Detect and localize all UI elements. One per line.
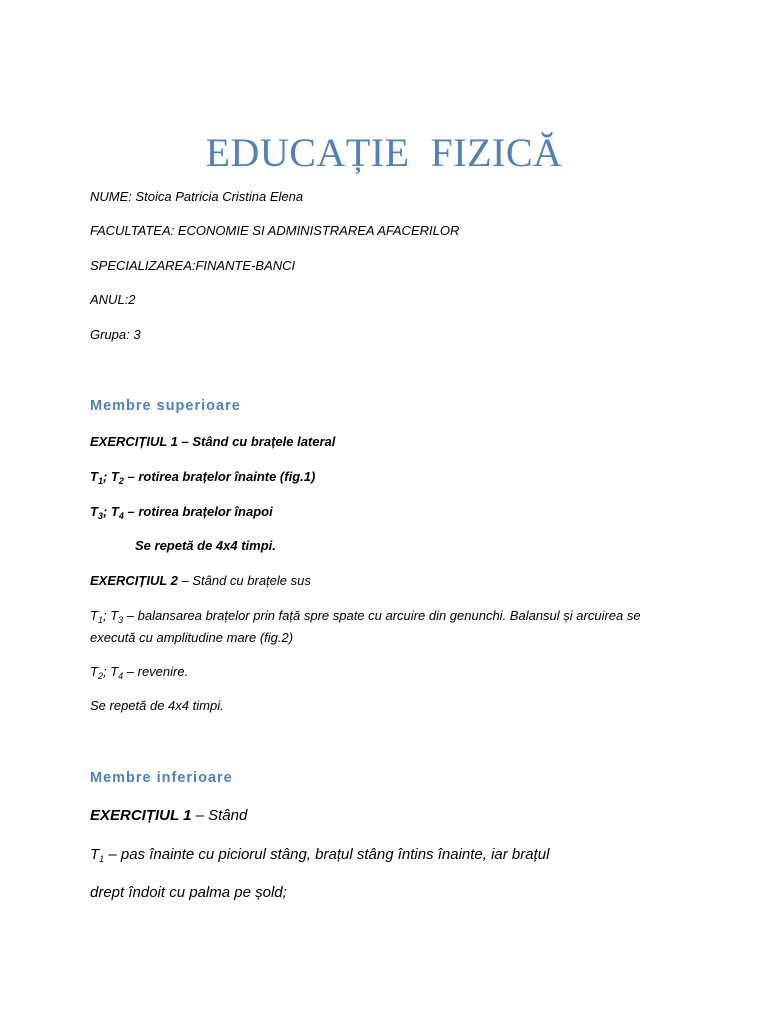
upper-line-t3-t4 bbox=[90, 503, 273, 521]
exercise-description: – Stând cu brațele sus bbox=[177, 573, 311, 588]
time-label: $T_1$; $T_2$ bbox=[90, 469, 124, 486]
exercise-description: – Stând cu brațele lateral bbox=[177, 434, 336, 449]
info-anul: ANUL:2 bbox=[90, 292, 136, 307]
exercise-label: EXERCIȚIUL 1 bbox=[90, 807, 192, 824]
time-label: $T_1$ bbox=[90, 846, 105, 864]
time-label: $T_1$; $T_3$ bbox=[90, 608, 124, 625]
upper-line-t2-t4 bbox=[90, 663, 188, 681]
document-title: EDUCAȚIE FIZICĂ bbox=[205, 130, 563, 175]
lower-exercise-1 bbox=[90, 806, 247, 826]
exercise-label: EXERCIȚIUL 2 bbox=[90, 573, 178, 588]
info-nume: NUME: Stoica Patricia Cristina Elena bbox=[90, 189, 304, 204]
upper-line-t1-t2 bbox=[90, 468, 315, 486]
exercise-description: – Stând bbox=[191, 807, 248, 824]
upper-exercise-2 bbox=[90, 572, 311, 590]
lower-line-t1-continued: drept îndoit cu palma pe șold; bbox=[90, 884, 287, 901]
time-label: $T_2$; $T_4$ bbox=[90, 664, 124, 681]
info-grupa: Grupa: 3 bbox=[90, 327, 141, 342]
upper-line-t1-t3 bbox=[90, 607, 641, 625]
info-specializarea: SPECIALIZAREA:FINANTE-BANCI bbox=[90, 258, 296, 273]
line-description: – revenire. bbox=[123, 664, 189, 679]
line-description: – rotirea brațelor înainte (fig.1) bbox=[123, 469, 316, 484]
section-heading-membre-superioare: Membre superioare bbox=[90, 398, 241, 414]
upper-line-t1-t3-continued: execută cu amplitudine mare (fig.2) bbox=[90, 630, 294, 645]
line-description: – rotirea brațelor înapoi bbox=[123, 504, 273, 519]
section-heading-membre-inferioare: Membre inferioare bbox=[90, 770, 233, 786]
upper-repeat-2: Se repetă de 4x4 timpi. bbox=[90, 698, 224, 713]
line-description: – balansarea brațelor prin față spre spate cu arcuire din genunchi. Balansul și arcuirea se bbox=[123, 608, 641, 623]
time-label: $T_3$; $T_4$ bbox=[90, 504, 124, 521]
info-facultatea: FACULTATEA: ECONOMIE SI ADMINISTRAREA AFACERILOR bbox=[90, 223, 460, 238]
upper-exercise-1 bbox=[90, 433, 335, 451]
upper-repeat-1: Se repetă de 4x4 timpi. bbox=[135, 538, 276, 553]
line-description: – pas înainte cu piciorul stâng, brațul stâng întins înainte, iar brațul bbox=[104, 846, 550, 863]
lower-line-t1 bbox=[90, 845, 549, 865]
exercise-label: EXERCIȚIUL 1 bbox=[90, 434, 178, 449]
